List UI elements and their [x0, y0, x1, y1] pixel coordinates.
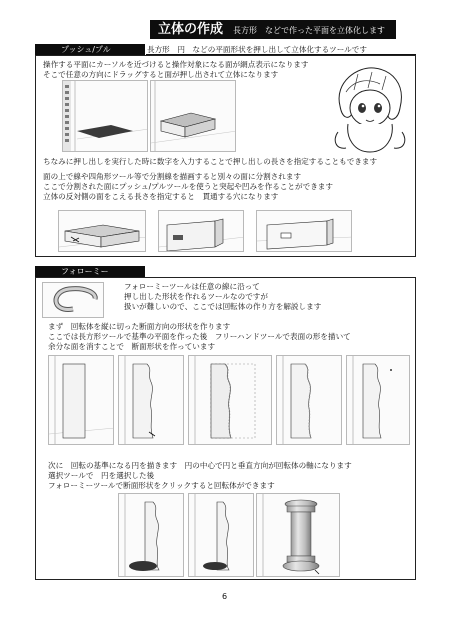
text-line: まず 回転体を縦に切った断面方向の形状を作ります [48, 322, 231, 331]
screenshot-profile-step-1 [48, 355, 114, 445]
screenshot-follow-me-shape [42, 282, 104, 318]
text-line: 扱いが難しいので、ここでは回転体の作り方を解説します [124, 302, 322, 311]
text-line: ちなみに押し出しを実行した時に数字を入力することで押し出しの長さを指定することもできます [43, 157, 378, 166]
section-tab-follow-me: フォローミー [35, 266, 145, 277]
screenshot-circle-base [118, 493, 184, 577]
character-illustration [328, 62, 412, 154]
screenshot-profile-step-3 [188, 355, 272, 445]
text-line: 面の上で線や四角形ツール等で分割線を描画すると別々の面に分割されます [43, 172, 302, 181]
page-title: 立体の作成 [158, 22, 224, 37]
screenshot-extruded-block [150, 80, 236, 152]
text-line: 次に 回転の基準になる円を描きます 円の中心で円と垂直方向が回転体の軸になります [48, 461, 352, 470]
text-line: 選択ツールで 円を選択した後 [48, 471, 155, 480]
section-description: 長方形 円 などの平面形状を押し出して立体化するツールです [147, 45, 367, 54]
text-line: ここでは長方形ツールで基準の平面を作った後 フリーハンドツールで表面の形を描いて [48, 332, 351, 341]
screenshot-flat-face [62, 80, 148, 152]
screenshot-profile-step-2 [118, 355, 184, 445]
text-line: フォローミーツールで断面形状をクリックすると回転体ができます [48, 481, 275, 490]
screenshot-circle-selected [188, 493, 254, 577]
screenshot-lathe-result [256, 493, 340, 577]
screenshot-protrusion [158, 210, 244, 252]
screenshot-profile-step-4 [276, 355, 342, 445]
page-number: 6 [222, 592, 228, 601]
screenshot-profile-step-5 [346, 355, 410, 445]
text-line: 押し出した形状を作れるツールなのですが [124, 292, 268, 301]
text-line: 立体の反対側の面をこえる長さを指定すると 貫通する穴になります [43, 192, 279, 201]
section-tab-push-pull: プッシュ/プル [35, 44, 145, 55]
text-line: そこで任意の方向にドラッグすると面が押し出されて立体になります [43, 70, 279, 79]
text-line: フォローミーツールは任意の線に沿って [124, 282, 260, 291]
text-line: ここで分割された面にプッシュ/プルツールを使うと突起や凹みを作ることができます [43, 182, 333, 191]
text-line: 余分な面を消すことで 断面形状を作っています [48, 342, 216, 351]
screenshot-split-face [58, 210, 146, 252]
page-subtitle: 長方形 などで作った平面を立体化します [233, 26, 385, 35]
text-line: 操作する平面にカーソルを近づけると操作対象になる面が網点表示になります [43, 60, 309, 69]
screenshot-hole [256, 210, 352, 252]
